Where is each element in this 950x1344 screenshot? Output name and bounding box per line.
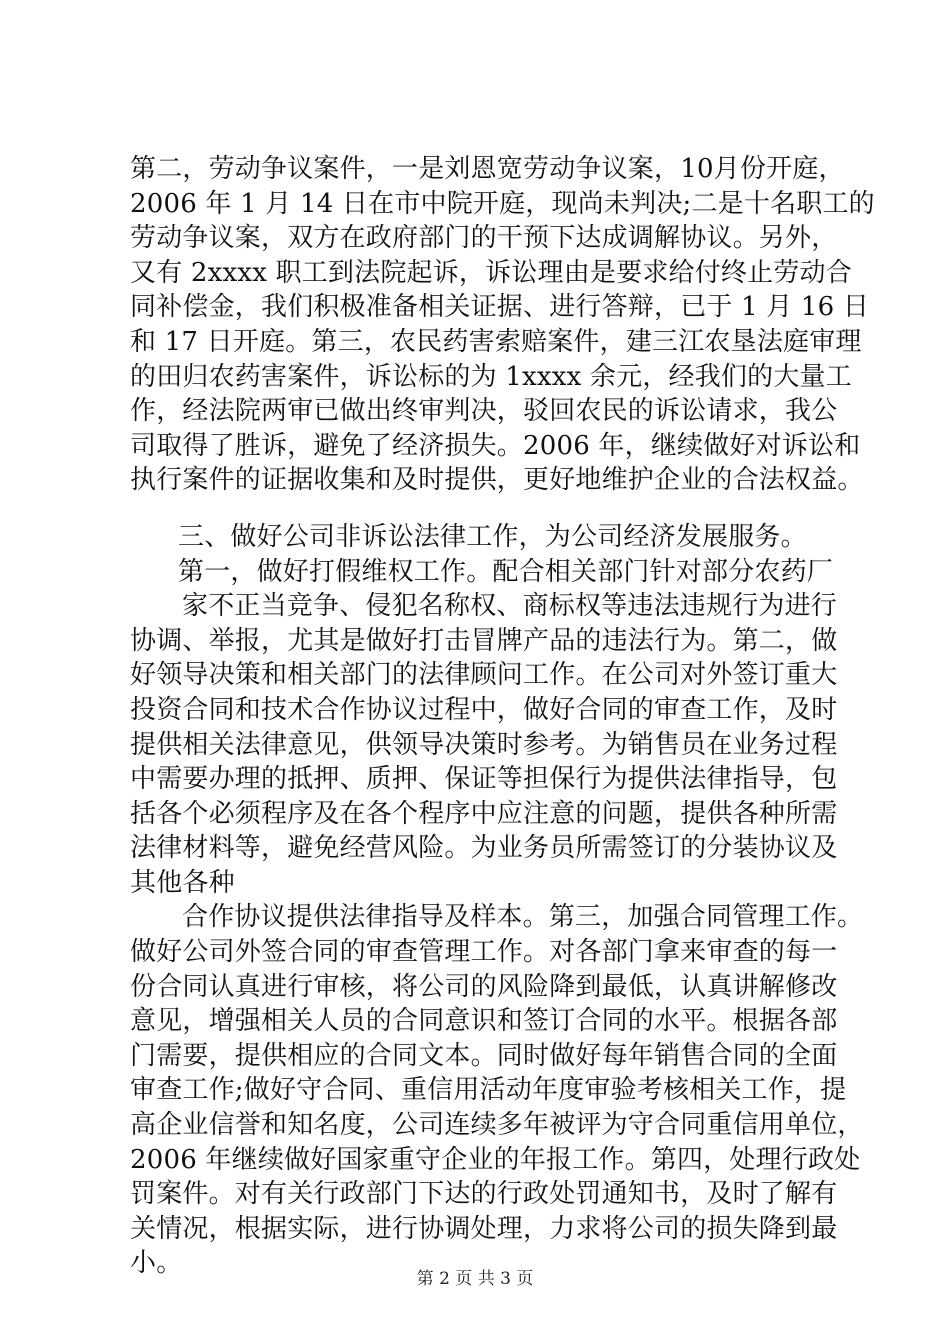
text-line: 小。	[130, 1248, 183, 1279]
text-line: 投资合同和技术合作协议过程中，做好合同的审查工作，及时	[130, 694, 838, 725]
text-line: 审查工作;做好守合同、重信用活动年度审验考核相关工作，提	[130, 1075, 847, 1106]
text-line: 高企业信誉和知名度，公司连续多年被评为守合同重信用单位，	[130, 1110, 864, 1141]
text-line: 做好公司外签合同的审查管理工作。对各部门拿来审查的每一	[130, 937, 838, 968]
text-line: 提供相关法律意见，供领导决策时参考。为销售员在业务过程	[130, 729, 838, 760]
text-line: 其他各种	[130, 867, 235, 898]
text-line: 第一，做好打假维权工作。配合相关部门针对部分农药厂	[178, 556, 834, 587]
document-body	[130, 152, 875, 1281]
paragraph-labor-disputes	[130, 152, 875, 498]
text-line: 意见，增强相关人员的合同意识和签订合同的水平。根据各部	[130, 1006, 838, 1037]
text-line: 好领导决策和相关部门的法律顾问工作。在公司对外签订重大	[130, 660, 838, 691]
text-line: 罚案件。对有关行政部门下达的行政处罚通知书，及时了解有	[130, 1179, 838, 1210]
text-line: 第二，劳动争议案件，一是刘恩宽劳动争议案，10月份开庭，	[130, 154, 845, 184]
text-line: 司取得了胜诉，避免了经济损失。2006 年，继续做好对诉讼和	[130, 430, 861, 461]
paragraph-non-litigation	[130, 555, 850, 901]
text-line: 家不正当竞争、侵犯名称权、商标权等违法违规行为进行	[182, 591, 838, 622]
text-line: 协调、举报，尤其是做好打击冒牌产品的违法行为。第二，做	[130, 625, 838, 656]
text-line: 同补偿金，我们积极准备相关证据、进行答辩，已于 1 月 16 日	[130, 292, 870, 323]
text-line: 法律材料等，避免经营风险。为业务员所需签订的分装协议及	[130, 833, 838, 864]
paragraph-spacer	[130, 498, 850, 520]
text-line: 和 17 日开庭。第三，农民药害索赔案件，建三江农垦法庭审理	[130, 326, 862, 357]
text-line: 关情况，根据实际，进行协调处理，力求将公司的损失降到最	[130, 1213, 838, 1244]
section-heading: 三、做好公司非诉讼法律工作，为公司经济发展服务。	[178, 521, 807, 552]
text-line: 份合同认真进行审核，将公司的风险降到最低，认真讲解修改	[130, 971, 838, 1002]
text-line: 又有 2xxxx 职工到法院起诉，诉讼理由是要求给付终止劳动合	[130, 257, 852, 288]
paragraph-contract-management	[130, 900, 864, 1281]
text-line: 2006 年 1 月 14 日在市中院开庭，现尚未判决;二是十名职工的	[130, 188, 875, 219]
text-line: 劳动争议案，双方在政府部门的干预下达成调解协议。另外，	[130, 223, 838, 254]
text-line: 的田归农药害案件，诉讼标的为 1xxxx 余元，经我们的大量工	[130, 361, 852, 392]
text-line: 括各个必须程序及在各个程序中应注意的问题，提供各种所需	[130, 798, 838, 829]
text-line: 执行案件的证据收集和及时提供，更好地维护企业的合法权益。	[130, 465, 864, 496]
text-line: 作，经法院两审已做出终审判决，驳回农民的诉讼请求，我公	[130, 396, 838, 427]
text-line: 中需要办理的抵押、质押、保证等担保行为提供法律指导，包	[130, 764, 838, 795]
text-line: 合作协议提供法律指导及样本。第三，加强合同管理工作。	[182, 902, 864, 933]
text-line: 门需要，提供相应的合同文本。同时做好每年销售合同的全面	[130, 1040, 838, 1071]
text-line: 2006 年继续做好国家重守企业的年报工作。第四，处理行政处	[130, 1144, 861, 1175]
page-number-footer: 第 2 页 共 3 页	[416, 1269, 534, 1289]
